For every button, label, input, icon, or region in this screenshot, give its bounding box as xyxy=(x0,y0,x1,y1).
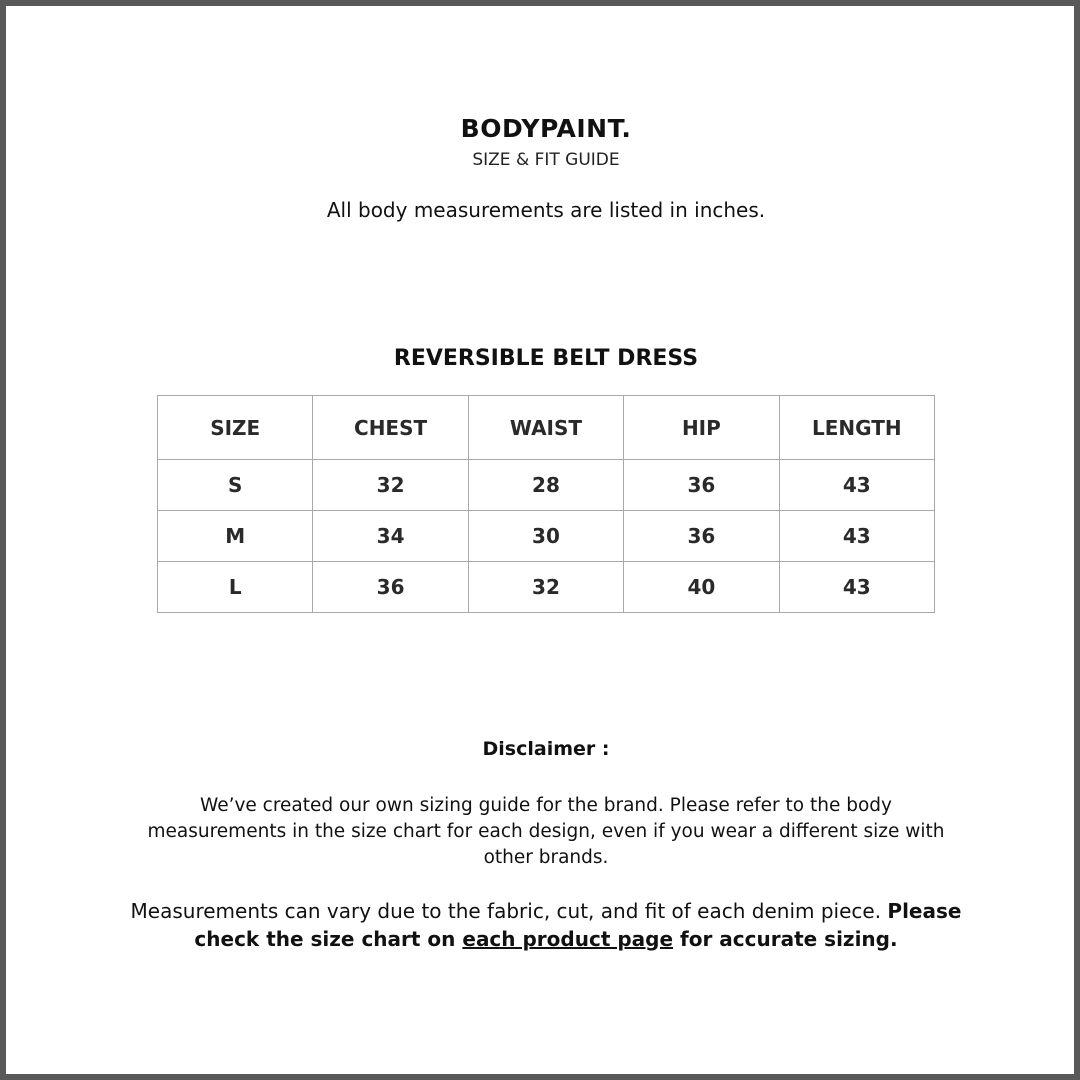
guide-subtitle: SIZE & FIT GUIDE xyxy=(472,150,620,170)
disclaimer-text: Measurements can vary due to the fabric, cut, and fit of each denim piece. xyxy=(130,899,888,923)
header-waist: WAIST xyxy=(468,396,623,460)
header-chest: CHEST xyxy=(313,396,468,460)
cell-size: L xyxy=(158,562,313,613)
table-row xyxy=(158,562,935,613)
cell-chest: 36 xyxy=(313,562,468,613)
brand-title: BODYPAINT. xyxy=(460,114,632,143)
product-title: REVERSIBLE BELT DRESS xyxy=(393,346,699,371)
cell-size: S xyxy=(158,460,313,511)
disclaimer-bold-text-end: for accurate sizing. xyxy=(673,927,898,951)
table-header-row xyxy=(158,396,935,460)
cell-chest: 34 xyxy=(313,511,468,562)
cell-chest: 32 xyxy=(313,460,468,511)
cell-waist: 32 xyxy=(468,562,623,613)
cell-size: M xyxy=(158,511,313,562)
cell-hip: 36 xyxy=(624,460,779,511)
cell-length: 43 xyxy=(779,460,934,511)
disclaimer-paragraph-2 xyxy=(126,897,966,953)
product-page-link[interactable]: each product page xyxy=(462,927,674,951)
cell-waist: 28 xyxy=(468,460,623,511)
cell-hip: 40 xyxy=(624,562,779,613)
header-length: LENGTH xyxy=(779,396,934,460)
disclaimer-paragraph-1: We’ve created our own sizing guide for the brand. Please refer to the body measurements in the size chart for each design, even if you wear a different size with other brands. xyxy=(147,795,945,868)
disclaimer-bold-text: Please check the size chart on xyxy=(194,899,962,951)
cell-waist: 30 xyxy=(468,511,623,562)
measurement-note: All body measurements are listed in inches. xyxy=(326,198,766,222)
header-hip: HIP xyxy=(624,396,779,460)
cell-hip: 36 xyxy=(624,511,779,562)
cell-length: 43 xyxy=(779,562,934,613)
cell-length: 43 xyxy=(779,511,934,562)
header-size: SIZE xyxy=(158,396,313,460)
disclaimer-title: Disclaimer : xyxy=(482,738,610,760)
table-row xyxy=(158,511,935,562)
size-table xyxy=(157,395,935,613)
table-row xyxy=(158,460,935,511)
